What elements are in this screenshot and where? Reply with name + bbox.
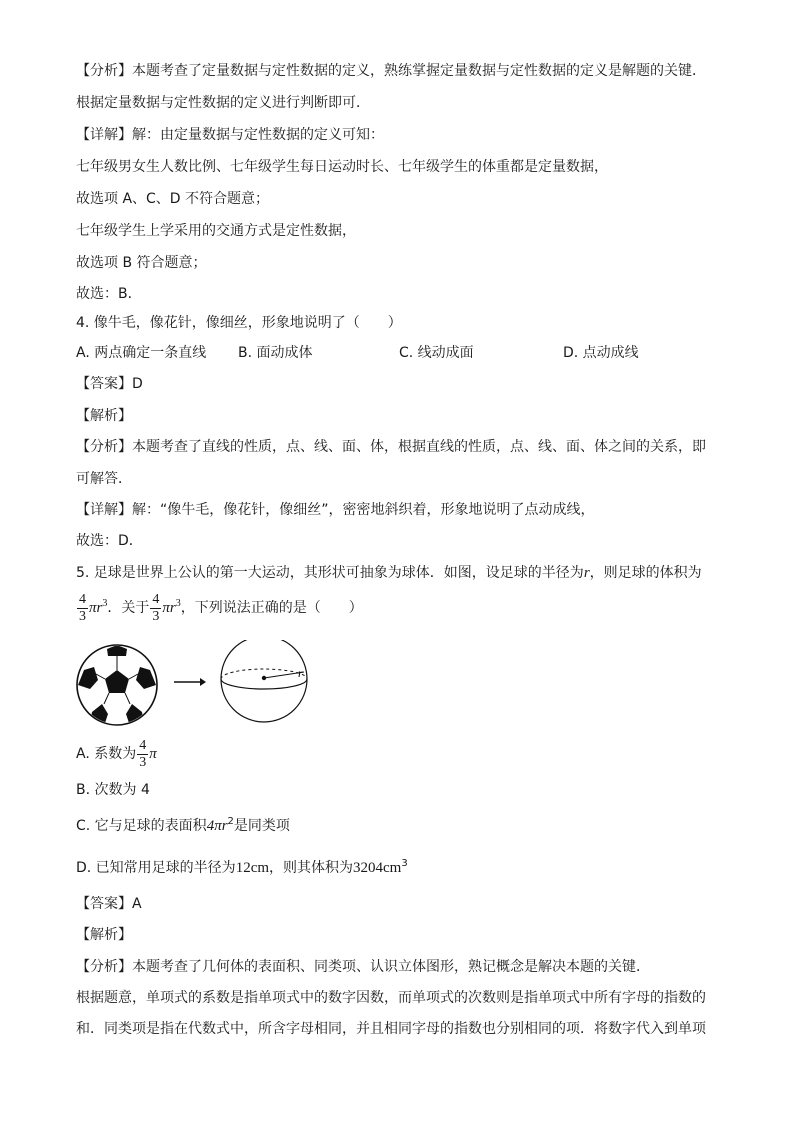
q5-option-c: C. 它与足球的表面积$4\pi r^2$是同类项 (76, 816, 290, 834)
q5-analysis: 【分析】本题考查了几何体的表面积、同类项、认识立体图形，熟记概念是解决本题的关键． (76, 959, 650, 975)
q4-stem: 4. 像牛毛，像花针，像细丝，形象地说明了（ ） (76, 315, 402, 331)
q5-answer: 【答案】A (76, 896, 142, 912)
q5-analysis-title: 【解析】 (76, 927, 132, 943)
q5-stem-text-end: ，则足球的体积为 (589, 565, 702, 581)
q4-option-b: B. 面动成体 (238, 345, 313, 361)
volume-term: $\pi r^3$ (89, 598, 108, 616)
coefficient-fraction: $\frac{4}{3}$ (139, 737, 147, 770)
q5-figure (72, 640, 332, 730)
q5-analysis: 根据题意，单项式的系数是指单项式中的数字因数，而单项式的次数则是指单项式中所有字母的指数的 (76, 990, 706, 1006)
q4-conclusion: 故选：D． (76, 533, 143, 549)
q5-option-a: A. 系数为 $\frac{4}{3}$ π (76, 737, 157, 770)
q5-stem-line2 (76, 590, 363, 626)
radius-variable: r (583, 565, 590, 581)
sphere-diagram (221, 640, 307, 722)
arrow-icon (174, 678, 206, 686)
analysis-line: 根据定量数据与定性数据的定义进行判断即可． (76, 95, 370, 111)
q4-option-c: C. 线动成面 (399, 345, 474, 361)
q4-option-d: D. 点动成线 (563, 345, 639, 361)
q4-analysis: 可解答． (76, 471, 132, 487)
q5-stem-text: 5. 足球是世界上公认的第一大运动，其形状可抽象为球体．如图，设足球的半径为 (76, 565, 584, 581)
q5-stem-end: ，下列说法正确的是（ ） (180, 600, 363, 616)
q4-answer: 【答案】D (76, 376, 143, 392)
detail-line: 故选项 A、C、D 不符合题意； (76, 191, 270, 207)
q4-analysis-title: 【解析】 (76, 408, 132, 424)
detail-line: 七年级学生上学采用的交通方式是定性数据， (76, 223, 356, 239)
soccer-ball-image (77, 645, 157, 726)
volume-term: $\pi r^3$ (162, 598, 181, 616)
sphere-radius-label: r (298, 666, 303, 680)
detail-line: 故选项 B 符合题意； (76, 255, 207, 271)
q5-stem-line1 (76, 563, 702, 583)
detail-line: 【详解】解：由定量数据与定性数据的定义可知： (76, 127, 384, 143)
q5-stem-mid: ．关于 (107, 600, 150, 616)
detail-line: 七年级男女生人数比例、七年级学生每日运动时长、七年级学生的体重都是定量数据， (76, 159, 608, 175)
q5-option-b: B. 次数为 4 (76, 782, 150, 798)
q4-detail: 【详解】解：“像牛毛，像花针，像细丝”，密密地斜织着，形象地说明了点动成线， (76, 502, 595, 518)
q5-option-d: D. 已知常用足球的半径为12cm，则其体积为$3204cm^3$ (76, 858, 408, 876)
analysis-line: 【分析】本题考查了定量数据与定性数据的定义，熟练掌握定量数据与定性数据的定义是解题的关键． (76, 63, 706, 79)
q4-analysis: 【分析】本题考查了直线的性质，点、线、面、体，根据直线的性质，点、线、面、体之间的关系，即 (76, 439, 706, 455)
conclusion-line: 故选：B． (76, 286, 142, 302)
q5-analysis: 和．同类项是指在代数式中，所含字母相同，并且相同字母的指数也分别相同的项．将数字代入到单项 (76, 1021, 706, 1037)
volume-fraction: $\frac{4}{3}$ (79, 591, 86, 624)
volume-fraction: $\frac{4}{3}$ (152, 591, 160, 624)
q4-option-a: A. 两点确定一条直线 (76, 345, 207, 361)
